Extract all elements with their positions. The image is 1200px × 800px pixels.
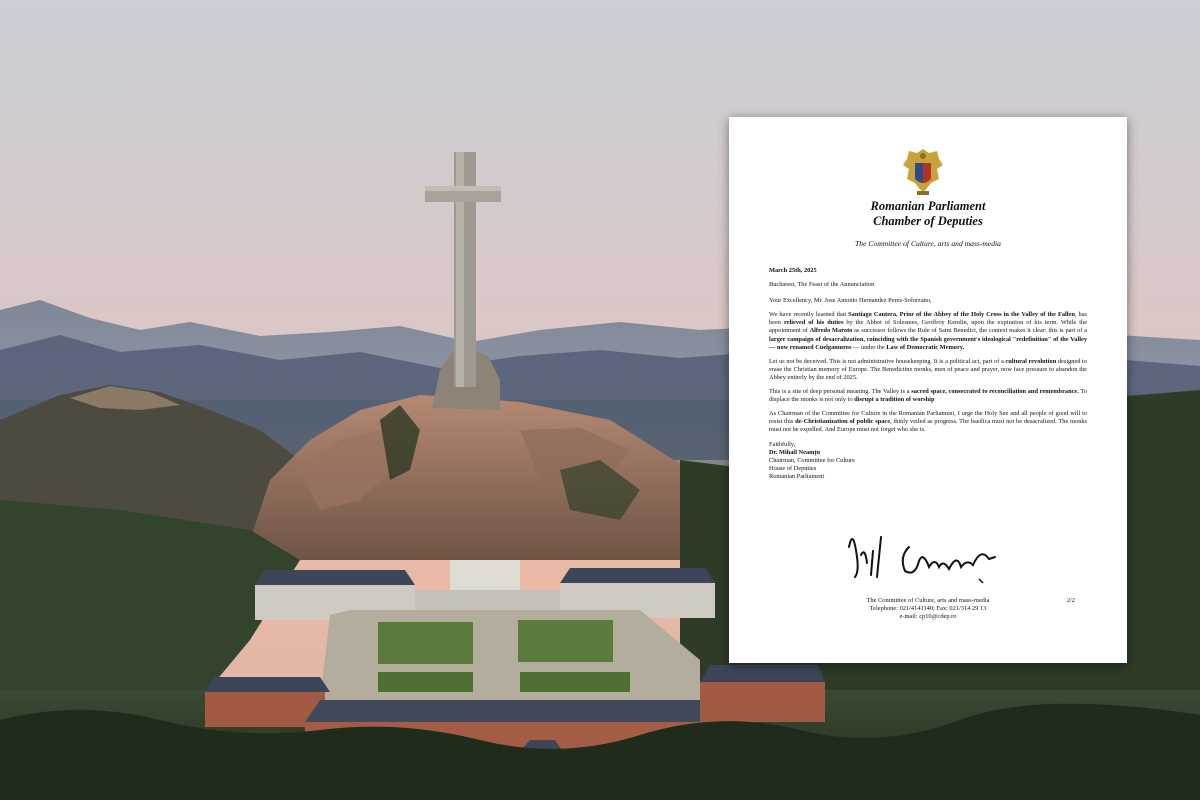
p1-bold: Alfredo Maroto xyxy=(809,327,853,335)
salutation: Your Excellency, Mr. Jose Antonio Hernandez Perez-Solorzano, xyxy=(769,297,932,305)
letter-body xyxy=(769,267,1087,481)
p1-text: as successor follows the Rule of Saint Benedict, the context makes it clear: this is part of a xyxy=(852,327,1087,335)
p4-text: As Chairman of the Committee for Culture in the Romanian Parliament, I urge the Holy See and all people of good will to resist this xyxy=(769,410,1087,426)
p2-text: designed to erase the Christian memory of Europe. The Benedictine monks, men of peace and prayer, now face pressure to abandon the Abbey entirely by the end of 2025. xyxy=(769,357,1087,381)
p3-text: This is a site of deep personal meaning. The Valley is a xyxy=(769,388,912,396)
p1-text: We have recently learned that xyxy=(769,311,849,319)
closing: Faithfully, xyxy=(769,440,796,448)
p2-text: Let us not be deceived. This is not administrative housekeeping. It is a political act, part of a xyxy=(769,357,1006,365)
org-line-parliament: Romanian Parliament xyxy=(870,199,986,213)
p2-bold: cultural revolution xyxy=(1005,357,1057,365)
signature-block xyxy=(769,441,1087,481)
paragraph-1 xyxy=(769,311,1087,351)
signer-house: House of Deputies xyxy=(769,464,817,472)
paragraph-3 xyxy=(769,388,1087,404)
footer-email: e-mail: cp10@cdep.ro xyxy=(899,613,957,620)
page-number: 2/2 xyxy=(1066,597,1075,604)
signature xyxy=(839,517,1019,587)
p3-text: To displace the monks is not only to xyxy=(769,388,1087,404)
footer-phone: Telephone: 021/4141140; Fax: 021/314 29 13 xyxy=(869,605,987,612)
p1-bold: larger campaign of desacralization, coinciding with the Spanish government's ideological "redefinition" of the Valley — now renamed Cuelgamuros xyxy=(769,335,1087,351)
coat-of-arms-icon xyxy=(901,147,945,199)
p3-bold: disrupt a tradition of worship xyxy=(854,396,935,404)
p4-bold: de-Christianization of public space xyxy=(795,418,891,426)
p1-text: — under the xyxy=(851,343,887,351)
letter-place: Bucharest, The Feast of the Annunciation xyxy=(769,281,875,289)
signer-parliament: Romanian Parliament xyxy=(769,472,825,480)
letterhead-title xyxy=(729,199,1127,229)
p4-text: , thinly veiled as progress. The basilica must not be desacralized. The monks must not be expelled. And Europe must not forget who she is. xyxy=(769,418,1088,434)
p3-bold: sacred space, consecrated to reconciliation and remembrance. xyxy=(911,388,1079,396)
signer-name: Dr. Mihail Neamțu xyxy=(769,448,821,456)
p1-bold: relieved of his duties xyxy=(783,319,844,327)
paragraph-2 xyxy=(769,358,1087,382)
letter-page xyxy=(729,117,1127,663)
paragraph-4 xyxy=(769,410,1087,434)
signer-title: Chairman, Committee for Culture xyxy=(769,456,855,464)
letter-date: March 25th, 2025 xyxy=(769,267,817,274)
p1-bold: Santiago Cantera, Prior of the Abbey of the Holy Cross in the Valley of the Fallen xyxy=(848,311,1075,319)
p1-bold: Law of Democratic Memory. xyxy=(886,343,965,351)
footer-committee: The Committee of Culture, arts and mass-media xyxy=(866,597,990,604)
org-line-chamber: Chamber of Deputies xyxy=(873,214,983,228)
p1-text: by the Abbot of Solesmes, Geoffroy Kemlin, upon the expiration of his term. While the appointment of xyxy=(769,319,1088,335)
committee-line: The Committee of Culture, arts and mass-media xyxy=(855,239,1001,248)
p1-text: , has been xyxy=(769,311,1087,327)
